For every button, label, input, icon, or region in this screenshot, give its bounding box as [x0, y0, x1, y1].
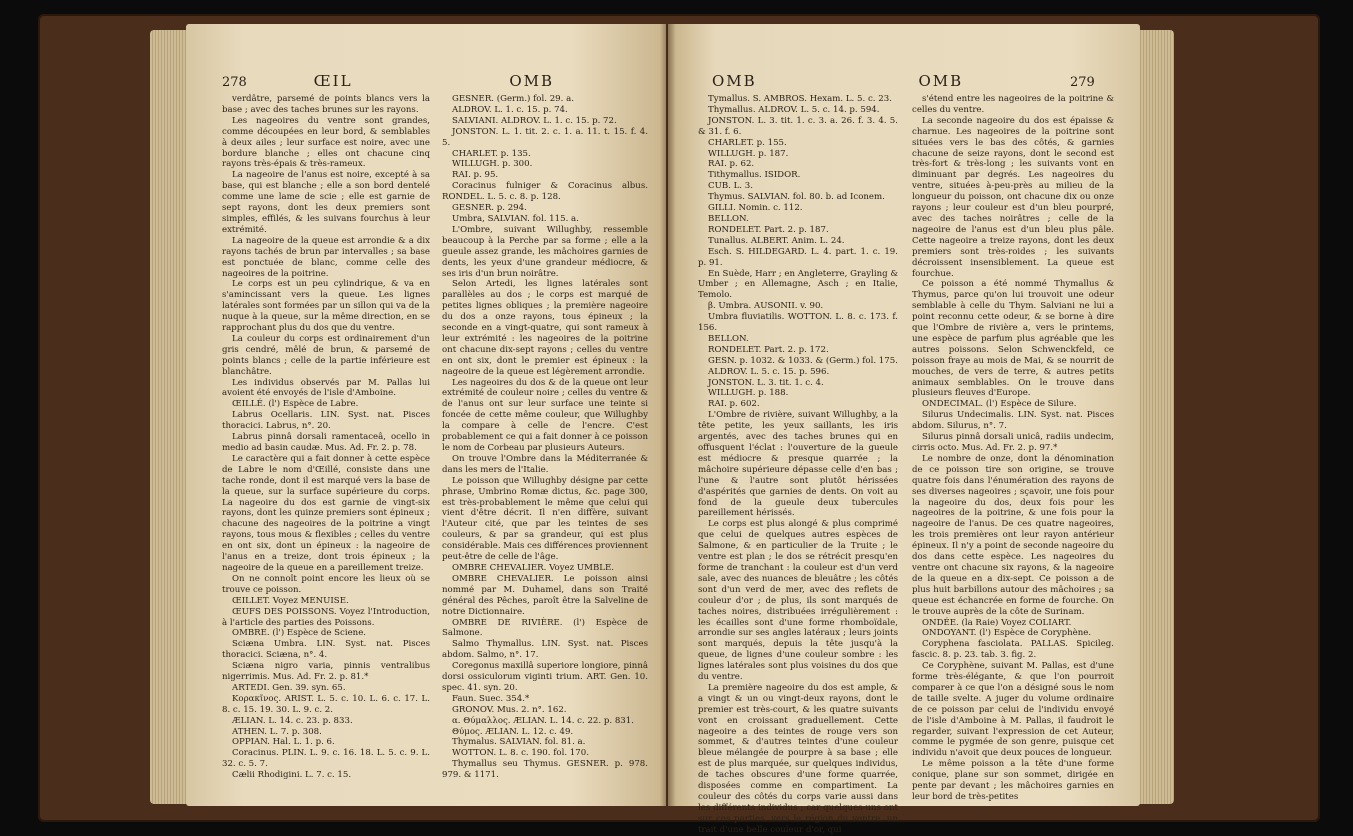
text-paragraph: Esch. S. HILDEGARD. L. 4. part. 1. c. 19. p. 91. — [698, 246, 898, 268]
text-paragraph: Silurus pinnâ dorsali unicâ, radiis undecim, cirris octo. Mus. Ad. Fr. 2. p. 97.* — [912, 432, 1114, 453]
text-paragraph: CUB. L. 3. — [708, 181, 753, 192]
text-paragraph: Le nombre de onze, dont la dénomination de ce poisson tire son origine, se trouve quatre fois dans l'énumération des rayons de ses diverses nageoires ; sçavoir, une fois pour la nageoire du dos, deux fois pour les nageoires de la poitrine, & une fois pour la nageoire de l'anus. De ces quatre nageoires, les trois premières ont leur rayon antérieur épineux. Il n'y a point de seconde nageoire du dos dans cette espèce. Les nageoires du ventre ont chacune six rayons, & la nageoire de la queue en a dix-sept. Ce poisson a de plus huit barbillons autour des mâchoires ; sa queue est échancrée en forme de fourche. On le trouve auprès de la côte de Surinam. — [912, 453, 1114, 617]
text-paragraph: CHARLET. p. 135. — [452, 148, 531, 159]
right-page — [668, 24, 1140, 835]
text-paragraph: OMBRE. (l') Espèce de Sciene. — [232, 628, 367, 639]
text-paragraph: Salmo Thymallus. LIN. Syst. nat. Pisces abdom. Salmo, n°. 17. — [442, 639, 648, 661]
text-paragraph: GESN. p. 1032. & 1033. & (Germ.) fol. 175. — [708, 355, 898, 366]
text-paragraph: Le corps est plus alongé & plus comprimé que celui de quelques autres espèces de Salmone, & en particulier de la Truite ; le ventre est plan ; le dos se rétrécit presqu'en forme de tranchant : la couleur est d'un verd sale, avec des nuances de bleuâtre ; les côtés sont d'un verd de mer, avec des reflets de couleur d'or ; de plus, ils sont marqués de taches noires, distribuées irrégulièrement : les écailles sont d'une forme rhomboïdale, arrondie sur ses angles latéraux ; leurs joints sont marqués, depuis la tête jusqu'à la queue, de lignes d'une couleur sombre : les lignes latérales sont plus voisines du dos que du ventre. — [698, 519, 898, 683]
text-paragraph: ALDROV. L. 1. c. 15. p. 74. — [452, 104, 568, 115]
text-paragraph: RONDELET. Part. 2. p. 187. — [708, 224, 829, 235]
text-paragraph: GESNER. (Germ.) fol. 29. a. — [452, 94, 574, 104]
text-paragraph: Cælii Rhodigini. L. 7. c. 15. — [232, 770, 352, 781]
text-paragraph: Thymus. SALVIAN. fol. 80. b. ad Iconem. — [708, 192, 885, 203]
text-paragraph: La première nageoire du dos est ample, & a vingt & un ou vingt-deux rayons, dont le premier est très-court, & les quatre suivants vont en croissant graduellement. Cette nageoire a des teintes de rouge vers son sommet, & d'autres teintes d'une couleur bleue mélangée de pourpre à sa base ; elle est de plus marquée, sur quelques individus, de taches obscures d'une forme quarrée, disposées comme en compartiment. La couleur des côtés du corps varie aussi dans les différents individus ; car quelques-uns ont sur ces parties, vers la région du ventre, un trait d'une belle couleur d'or, qui — [698, 682, 898, 835]
text-paragraph: WOTTON. L. 8. c. 190. fol. 170. — [452, 748, 589, 759]
book-gutter — [660, 24, 676, 806]
text-paragraph: Tymallus. S. AMBROS. Hexam. L. 5. c. 23. — [708, 94, 892, 104]
text-paragraph: Ce poisson a été nommé Thymallus & Thymus, parce qu'on lui trouvoit une odeur semblable à celle du Thym. Salviani ne lui a point reconnu cette odeur, & se borne à dire que l'Ombre de rivière a, vers le printems, une espèce de parfum plus agréable que les autres poissons. Selon Schwenckfeld, ce poisson fraye au mois de Mai, & se nourrit de mouches, de vers de terre, & autres petits animaux semblables. On le trouve dans plusieurs fleuves d'Europe. — [912, 279, 1114, 399]
text-paragraph: Sciæna nigro varia, pinnis ventralibus nigerrimis. Mus. Ad. Fr. 2. p. 81.* — [222, 661, 430, 683]
text-paragraph: L'Ombre, suivant Willughby, ressemble beaucoup à la Perche par sa forme ; elle a la gueule assez grande, les mâchoires garnies de dents, les yeux d'une grandeur médiocre, & ses iris d'un brun noirâtre. — [442, 224, 648, 279]
text-paragraph: Silurus Undecimalis. LIN. Syst. nat. Pisces abdom. Silurus, n°. 7. — [912, 410, 1114, 432]
text-paragraph: BELLON. — [708, 213, 749, 224]
page-edges-right — [1138, 30, 1174, 804]
text-paragraph: ATHEN. L. 7. p. 308. — [232, 726, 322, 737]
right-page-number: 279 — [1069, 75, 1095, 90]
left-column-1 — [222, 94, 430, 800]
text-paragraph: Les nageoires du ventre sont grandes, comme découpées en leur bord, & semblables à deux ailes ; leur surface est noire, avec une bordure blanche ; elles ont chacune cinq rayons très-épais & très-rameux. — [222, 115, 430, 170]
text-paragraph: WILLUGH. p. 187. — [708, 148, 789, 159]
text-paragraph: Umbra, SALVIAN. fol. 115. a. — [452, 213, 579, 224]
text-paragraph: Selon Artedi, les lignes latérales sont parallèles au dos ; le corps est marqué de petites lignes obliques ; la première nageoire du dos a onze rayons, tous épineux ; la seconde en a vingt-quatre, qui sont rameux à leur extrémité : les nageoires de la poitrine ont chacune dix-sept rayons ; celles du ventre en ont six, dont le premier est épineux : la nageoire de la queue est légèrement arrondie. — [442, 279, 648, 377]
text-paragraph: Tithymallus. ISIDOR. — [708, 170, 801, 181]
text-paragraph: ŒILLET. Voyez MENUISE. — [232, 595, 349, 606]
text-paragraph: WILLUGH. p. 188. — [708, 388, 789, 399]
text-paragraph: On ne connoît point encore les lieux où se trouve ce poisson. — [222, 573, 430, 595]
text-paragraph: OMBRE DE RIVIÈRE. (l') Espèce de Salmone. — [442, 617, 648, 639]
text-paragraph: OMBRE CHEVALIER. Voyez UMBLE. — [452, 562, 614, 573]
text-paragraph: On trouve l'Ombre dans la Méditerranée & dans les mers de l'Italie. — [442, 453, 648, 475]
left-column-2 — [442, 94, 648, 800]
text-paragraph: ŒUFS DES POISSONS. Voyez l'Introduction, à l'article des parties des Poissons. — [222, 606, 430, 628]
text-paragraph: Les nageoires du dos & de la queue ont leur extrémité de couleur noire ; celles du ventre & de l'anus ont sur leur surface une teinte si foncée de cette même couleur, que Willughby la compare à celle de l'encre. C'est probablement ce qui a fait donner à ce poisson le nom de Corbeau par plusieurs Auteurs. — [442, 377, 648, 453]
text-paragraph: Labrus Ocellaris. LIN. Syst. nat. Pisces thoracici. Labrus, n°. 20. — [222, 410, 430, 432]
left-running-head-right: OMB — [509, 72, 555, 90]
text-paragraph: Coryphena fasciolata. PALLAS. Spicileg. fascic. 8. p. 23. tab. 3. fig. 2. — [912, 639, 1114, 661]
text-paragraph: Tunallus. ALBERT. Anim. L. 24. — [708, 235, 845, 246]
text-paragraph: RAI. p. 95. — [452, 170, 499, 181]
right-column-2 — [912, 94, 1114, 800]
text-paragraph: Thymalus. SALVIAN. fol. 81. a. — [452, 737, 586, 748]
text-paragraph: GRONOV. Mus. 2. n°. 162. — [452, 704, 567, 715]
text-paragraph: JONSTON. L. 1. tit. 2. c. 1. a. 11. t. 15. f. 4. 5. — [442, 126, 648, 148]
text-paragraph: Umbra fluviatilis. WOTTON. L. 8. c. 173. f. 156. — [698, 312, 898, 334]
left-page — [186, 24, 666, 806]
text-paragraph: Le caractère qui a fait donner à cette espèce de Labre le nom d'Œillé, consiste dans une tache ronde, dont il est marqué vers la base de la queue, sur la surface supérieure du corps. La nageoire du dos est garnie de vingt-six rayons, dont les quinze premiers sont épineux ; chacune des nageoires de la poitrine a vingt rayons, tous mous & flexibles ; celles du ventre en ont six, dont un épineux : la nageoire de l'anus en a treize, dont trois épineux ; la nageoire de la queue en a pareillement treize. — [222, 453, 430, 573]
text-paragraph: OPPIAN. Hal. L. 1. p. 6. — [232, 737, 335, 748]
text-paragraph: Faun. Suec. 354.* — [452, 693, 530, 704]
text-paragraph: La couleur du corps est ordinairement d'un gris cendré, mêlé de brun, & parsemé de points blancs ; celle de la partie inférieure est blanchâtre. — [222, 333, 430, 377]
text-paragraph: Labrus pinnâ dorsali ramentaceâ, ocello in medio ad basin caudæ. Mus. Ad. Fr. 2. p. 78. — [222, 432, 430, 453]
text-paragraph: Le poisson que Willughby désigne par cette phrase, Umbrino Romæ dictus, &c. page 300, est très-probablement le même que celui qui vient d'être décrit. Il n'en diffère, suivant l'Auteur cité, que par les teintes de ses couleurs, & par sa grandeur, qui est plus considérable. Mais ces différences proviennent peut-être de celle de l'âge. — [442, 475, 648, 563]
text-paragraph: GESNER. p. 294. — [452, 203, 527, 214]
text-paragraph: Ce Coryphène, suivant M. Pallas, est d'une forme très-élégante, & que l'on pourroit comparer à ce que l'on a désigné sous le nom de taille svelte. A juger du volume ordinaire de ce poisson par celui de l'individu envoyé de l'isle d'Amboine à M. Pallas, il faudroit le regarder, suivant l'expression de cet Auteur, comme le pygmée de son genre, puisque cet individu n'avoit que deux pouces de longueur. — [912, 661, 1114, 759]
text-paragraph: Θύμος. ÆLIAN. L. 12. c. 49. — [452, 726, 574, 737]
text-paragraph: La nageoire de l'anus est noire, excepté à sa base, qui est blanche ; elle a son bord dentelé comme une lame de scie ; elle est garnie de sept rayons, dont les deux premiers sont simples, effilés, & les suivans fourchus à leur extrémité. — [222, 170, 430, 235]
text-paragraph: Sciæna Umbra. LIN. Syst. nat. Pisces thoracici. Sciæna, n°. 4. — [222, 639, 430, 661]
text-paragraph: En Suède, Harr ; en Angleterre, Grayling & Umber ; en Allemagne, Asch ; en Italie, Temolo. — [698, 268, 898, 301]
text-paragraph: BELLON. — [708, 333, 749, 344]
text-paragraph: Thymallus seu Thymus. GESNER. p. 978. 979. & 1171. — [442, 759, 648, 781]
right-page-header — [712, 72, 1095, 90]
text-paragraph: L'Ombre de rivière, suivant Willughby, a la tête petite, les yeux saillants, les iris argentés, avec des taches brunes qui en offusquent l'éclat : l'ouverture de la gueule est médiocre & presque quarrée ; la mâchoire supérieure dépasse celle d'en bas ; l'une & l'autre sont plutôt hérissées d'aspérités que garnies de dents. On voit au fond de la gueule deux tubercules pareillement hérissés. — [698, 410, 898, 519]
text-paragraph: RONDELET. Part. 2. p. 172. — [708, 344, 829, 355]
text-paragraph: ONDOYANT. (l') Espèce de Coryphène. — [922, 628, 1092, 639]
text-paragraph: Le corps est un peu cylindrique, & va en s'amincissant vers la queue. Les lignes latérales sont formées par un sillon qui va de la nuque à la queue, sur la même direction, en se rapprochant plus du dos que du ventre. — [222, 279, 430, 334]
text-paragraph: GILLI. Nomin. c. 112. — [708, 203, 803, 214]
text-paragraph: JONSTON. L. 3. tit. 1. c. 3. a. 26. f. 3. 4. 5. & 31. f. 6. — [698, 115, 898, 137]
right-running-head-left: OMB — [712, 72, 757, 90]
text-paragraph: β. Umbra. AUSONII. v. 90. — [708, 301, 824, 312]
text-paragraph: ALDROV. L. 5. c. 15. p. 596. — [708, 366, 830, 377]
text-paragraph: CHARLET. p. 155. — [708, 137, 787, 148]
text-paragraph: ÆLIAN. L. 14. c. 23. p. 833. — [232, 715, 353, 726]
text-paragraph: Coregonus maxillâ superiore longiore, pinnâ dorsi ossiculorum viginti trium. ART. Gen. 10. spec. 41. syn. 20. — [442, 661, 648, 693]
text-paragraph: s'étend entre les nageoires de la poitrine & celles du ventre. — [912, 94, 1114, 115]
right-column-1 — [698, 94, 898, 835]
page-edges-left — [150, 30, 190, 804]
text-paragraph: Les individus observés par M. Pallas lui avoient été envoyés de l'isle d'Amboine. — [222, 377, 430, 399]
text-paragraph: ŒILLÉ. (l') Espèce de Labre. — [232, 399, 359, 410]
text-paragraph: Le même poisson a la tête d'une forme conique, plane sur son sommet, dirigée en pente par devant ; les mâchoires garnies en leur bord de très-petites — [912, 759, 1114, 802]
left-page-number: 278 — [222, 75, 247, 90]
text-paragraph: Thymallus. ALDROV. L. 5. c. 14. p. 594. — [708, 104, 880, 115]
left-page-header — [222, 72, 554, 90]
text-paragraph: verdâtre, parsemé de points blancs vers la base ; avec des taches brunes sur les rayons. — [222, 94, 430, 115]
text-paragraph: La nageoire de la queue est arrondie & a dix rayons tachés de brun par intervalles ; sa base est ponctuée de blanc, comme celle des nageoires de la poitrine. — [222, 235, 430, 279]
text-paragraph: La seconde nageoire du dos est épaisse & charnue. Les nageoires de la poitrine sont situées vers le bas des côtés, & garnies chacune de seize rayons, dont le second est très-fort & très-long ; les suivants vont en diminuant par degrés. Les nageoires du ventre, situées à-peu-près au milieu de la longueur du poisson, ont chacune dix ou onze rayons ; leur couleur est d'un bleu pourpré, avec des taches noirâtres ; celle de la nageoire de l'anus est d'un bleu plus pâle. Cette nageoire a treize rayons, dont les deux premiers sont très-roides ; les suivants décroissent insensiblement. La queue est fourchue. — [912, 115, 1114, 279]
text-paragraph: OMBRE CHEVALIER. Le poisson ainsi nommé par M. Duhamel, dans son Traité général des Pêches, paroît être la Salveline de notre Dictionnaire. — [442, 573, 648, 617]
text-paragraph: α. Θύμαλλος. ÆLIAN. L. 14. c. 22. p. 831. — [452, 715, 634, 726]
text-paragraph: WILLUGH. p. 300. — [452, 159, 533, 170]
text-paragraph: ARTEDI. Gen. 39. syn. 65. — [232, 682, 346, 693]
text-paragraph: RAI. p. 602. — [708, 399, 760, 410]
right-running-head-right: OMB — [918, 72, 964, 90]
text-paragraph: ONDECIMAL. (l') Espèce de Silure. — [922, 399, 1077, 410]
text-paragraph: Coracinus. PLIN. L. 9. c. 16. 18. L. 5. c. 9. L. 32. c. 5. 7. — [222, 748, 430, 770]
text-paragraph: SALVIANI. ALDROV. L. 1. c. 15. p. 72. — [452, 115, 617, 126]
text-paragraph: RAI. p. 62. — [708, 159, 755, 170]
text-paragraph: Κορακῖνος. ARIST. L. 5. c. 10. L. 6. c. 17. L. 8. c. 15. 19. 30. L. 9. c. 2. — [222, 693, 430, 715]
left-running-head-left: ŒIL — [313, 72, 353, 90]
text-paragraph: ONDÉE. (la Raie) Voyez COLIART. — [922, 617, 1072, 628]
text-paragraph: Coracinus fulniger & Coracinus albus. RONDEL. L. 5. c. 8. p. 128. — [442, 181, 648, 203]
text-paragraph: JONSTON. L. 3. tit. 1. c. 4. — [708, 377, 824, 388]
